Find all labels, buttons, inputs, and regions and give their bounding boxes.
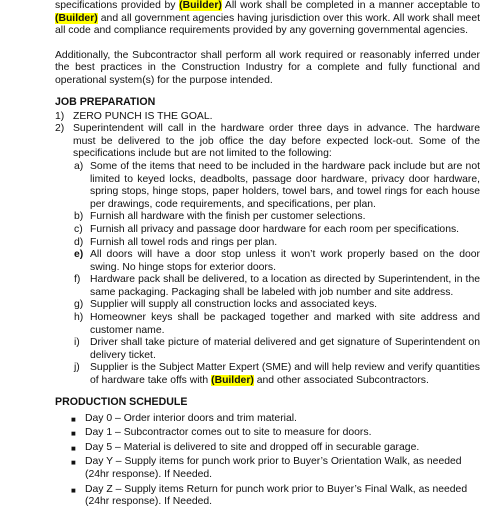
- bullet-icon: ■: [71, 485, 76, 495]
- sub-list-item: c) Furnish all privacy and passage door hardware for each room per specifications.: [74, 223, 460, 235]
- builder-highlight: (Builder): [179, 0, 222, 11]
- sub-list-item: g) Supplier will supply all construction locks and associated keys.: [74, 299, 378, 311]
- bullet-icon: ■: [71, 414, 76, 424]
- sub-list-item: h) Homeowner keys shall be packaged together and marked with site address and customer name.: [74, 312, 480, 336]
- production-schedule-list: [55, 413, 480, 509]
- schedule-item: ■ Day Z – Supply items Return for punch work prior to Buyer’s Final Walk, as needed (24hr response). If Needed.: [71, 483, 468, 508]
- bullet-icon: ■: [71, 458, 76, 468]
- bullet-icon: ■: [71, 443, 76, 453]
- sub-list-item: f) Hardware pack shall be delivered, to a location as directed by Superintendent, in the same packaging. Packaging shall be labeled with job number and site address.: [74, 274, 480, 298]
- sub-list-item: j) Supplier is the Subject Matter Expert (SME) and will help review and verify quantities of hardware take offs with (Builder) and other associated Subcontractors.: [74, 362, 480, 387]
- builder-highlight: (Builder): [55, 12, 98, 24]
- list-item: 1) ZERO PUNCH IS THE GOAL.: [55, 110, 213, 122]
- intro-text: All work shall be completed in a manner acceptable to: [221, 0, 481, 11]
- intro-text: and all government agencies having jurisdiction over this work. All work shall meet all code and compliance requirements provided by any governing governmental agencies.: [55, 12, 480, 37]
- specifications-sublist: [73, 161, 480, 388]
- sub-list-item: e) All doors will have a door stop unless it won’t work properly based on the door swing. No hinge stops for exterior doors.: [74, 249, 480, 273]
- schedule-item: ■ Day 1 – Subcontractor comes out to site to measure for doors.: [85, 427, 480, 440]
- list-item: 2) Superintendent will call in the hardware order three days in advance. The hardware must be delivered to the job office the day before expected lock-out. Some of the specifications include but are not limited to the following: a) Some of the items that need to be included in the hardware pack include but are not limited to keyed locks, deadbolts, passage door hardware, privacy door hardware, spring stops, hinge stops, paper holders, towel bars, and towel rings for each house per drawings, code requirements, and specifications, per plan. b) Furnish all hardware with the finish per customer selections. c) Furnish all privacy and passage door hardware for each room per specifications. d) Furnish all towel rods and rings per plan. e) All doors will have a door stop unless it won’t work properly based on the door swing. No hinge stops for exterior doors. f) Hardware pack shall be delivered, to a location as directed by Superintendent, in the same packaging. Packaging shall be labeled with job number and site address. g) Supplier will supply all construction locks and associated keys. h) Homeowner keys shall be packaged together and marked with site address and customer name. i) Driver shall take picture of material delivered and get signature of Superintendent on delivery ticket. j) Supplier is the Subject Matter Expert (SME) and will help review and verify quantities of hardware take offs with (Builder) and other associated Subcontractors.: [55, 123, 480, 387]
- additional-paragraph: Additionally, the Subcontractor shall perform all work required or reasonably inferred under the best practices in the Construction Industry for a complete and fully functional and operational system(s) for the purpose intended.: [55, 49, 480, 86]
- schedule-item: ■ Day Y – Supply items for punch work prior to Buyer’s Orientation Walk, as needed (24hr response). If Needed.: [71, 456, 462, 480]
- sub-list-item: a) Some of the items that need to be included in the hardware pack include but are not limited to keyed locks, deadbolts, passage door hardware, privacy door hardware, spring stops, hinge stops, paper holders, towel bars, and towel rings for each house per drawings, code requirements, and specifications, per plan.: [74, 160, 480, 210]
- bullet-icon: ■: [71, 429, 76, 439]
- builder-highlight: (Builder): [211, 375, 254, 387]
- sub-list-item: b) Furnish all hardware with the finish per customer selections.: [74, 211, 366, 223]
- schedule-item: ■ Day 0 – Order interior doors and trim material.: [85, 413, 480, 426]
- sub-list-item: i) Driver shall take picture of material delivered and get signature of Superintendent on delivery ticket.: [74, 337, 480, 361]
- job-preparation-heading: JOB PREPARATION: [55, 95, 156, 108]
- production-schedule-heading: PRODUCTION SCHEDULE: [55, 395, 188, 408]
- intro-paragraph: [55, 0, 480, 38]
- job-preparation-list: [55, 111, 480, 388]
- sub-list-item: d) Furnish all towel rods and rings per plan.: [74, 236, 278, 248]
- intro-text: specifications provided by: [55, 0, 180, 11]
- schedule-item: ■ Day 5 – Material is delivered to site and dropped off in securable garage.: [85, 442, 480, 455]
